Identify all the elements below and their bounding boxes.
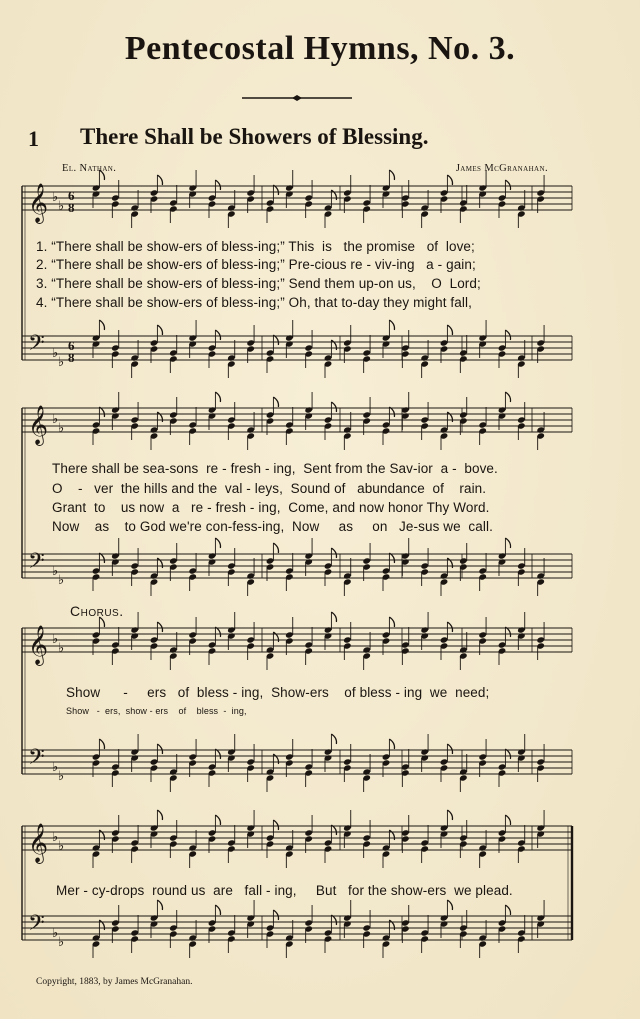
note-flag (447, 175, 452, 185)
note-flag (215, 627, 220, 637)
note-flag (273, 820, 278, 830)
note-flag (447, 744, 452, 754)
music-composer: James McGranahan. (455, 163, 548, 174)
note-flag (215, 330, 220, 340)
note-flag (99, 920, 104, 930)
flat-sign: ♭ (58, 573, 65, 588)
note-flag (331, 402, 336, 412)
note-flag (157, 622, 162, 632)
note-flag (447, 325, 452, 335)
verse-line-7: Grant to us now a re - fresh - ing, Come, and now honor Thy Word. (52, 500, 490, 515)
verse-line-4: 4. “There shall be show-ers of bless-ing;” Oh, that to-day they might fall, (36, 295, 472, 310)
note-flag (447, 558, 452, 568)
note-flag (273, 397, 278, 407)
note-flag (99, 830, 104, 840)
note-flag (215, 180, 220, 190)
flat-sign: ♭ (52, 412, 59, 427)
note-flag (447, 810, 452, 820)
note-flag (157, 412, 162, 422)
note-flag (331, 612, 336, 622)
note-flag (389, 553, 394, 563)
hymn-title: There Shall be Showers of Blessing. (80, 124, 429, 149)
bass-clef: 𝄢 (28, 745, 45, 775)
flat-sign: ♭ (52, 926, 59, 941)
treble-clef: 𝄞 (28, 183, 49, 223)
note-flag (331, 548, 336, 558)
note-flag (157, 558, 162, 568)
note-flag (273, 632, 278, 642)
note-flag (505, 749, 510, 759)
book-title: Pentecostal Hymns, No. 3. (124, 30, 516, 67)
verse-line-6: O - ver the hills and the val - leys, Sound of abundance of rain. (52, 481, 487, 496)
note-flag (157, 744, 162, 754)
note-flag (215, 815, 220, 825)
bass-clef: 𝄢 (28, 911, 45, 941)
note-flag (273, 910, 278, 920)
note-flag (505, 627, 510, 637)
flat-sign: ♭ (52, 632, 59, 647)
hymn-number: 1 (28, 126, 39, 151)
treble-clef: 𝄞 (28, 625, 49, 665)
flat-sign: ♭ (52, 830, 59, 845)
note-flag (157, 325, 162, 335)
note-flag (273, 335, 278, 345)
flat-sign: ♭ (58, 839, 65, 854)
bass-clef: 𝄢 (28, 331, 45, 361)
note-flag (273, 543, 278, 553)
treble-clef: 𝄞 (28, 405, 49, 445)
note-flag (331, 734, 336, 744)
note-flag (389, 170, 394, 180)
note-flag (505, 538, 510, 548)
note-flag (505, 392, 510, 402)
flat-sign: ♭ (58, 199, 65, 214)
flat-sign: ♭ (52, 190, 59, 205)
note-flag (215, 749, 220, 759)
verse-line-2: 2. “There shall be show-ers of bless-ing;” Pre-cious re - viv-ing a - gain; (36, 257, 476, 272)
note-flag (99, 320, 104, 330)
verse-line-5: There shall be sea-sons re - fresh - ing, Sent from the Sav-ior a - bove. (52, 461, 498, 476)
note-flag (389, 920, 394, 930)
verse-line-3: 3. “There shall be show-ers of bless-ing;” Send them up-on us, O Lord; (36, 276, 481, 291)
note-flag (157, 810, 162, 820)
note-flag (505, 330, 510, 340)
verse-line-1: 1. “There shall be show-ers of bless-ing;” This is the promise of love; (36, 239, 475, 254)
chorus-line-2: Mer - cy-drops round us are fall - ing, But for the show-ers we plead. (56, 883, 513, 898)
note-flag (505, 815, 510, 825)
note-flag (215, 538, 220, 548)
flat-sign: ♭ (52, 760, 59, 775)
chorus-line-1-small: Show - ers, show - ers of bless - ing, (66, 706, 247, 716)
time-signature: 6 (68, 188, 75, 203)
treble-clef: 𝄞 (28, 823, 49, 863)
time-signature: 8 (68, 200, 75, 215)
note-flag (99, 739, 104, 749)
words-author: El. Nathan. (62, 163, 117, 174)
flat-sign: ♭ (52, 564, 59, 579)
flat-sign: ♭ (58, 355, 65, 370)
time-signature: 6 (68, 338, 75, 353)
note-flag (99, 407, 104, 417)
note-flag (447, 622, 452, 632)
note-flag (331, 915, 336, 925)
copyright-notice: Copyright, 1883, by James McGranahan. (36, 977, 193, 987)
flat-sign: ♭ (58, 769, 65, 784)
chorus-line-1: Show - ers of bless - ing, Show-ers of bless - ing we need; (66, 685, 490, 700)
bass-clef: 𝄢 (28, 549, 45, 579)
flat-sign: ♭ (58, 421, 65, 436)
chorus-label: Chorus. (70, 603, 124, 619)
note-flag (389, 320, 394, 330)
flat-sign: ♭ (58, 935, 65, 950)
note-flag (273, 754, 278, 764)
time-signature: 8 (68, 350, 75, 365)
note-flag (331, 190, 336, 200)
note-flag (447, 412, 452, 422)
note-flag (99, 553, 104, 563)
flat-sign: ♭ (52, 346, 59, 361)
note-flag (389, 407, 394, 417)
verse-line-8: Now as to God we're con-fess-ing, Now as on Je-sus we call. (52, 519, 493, 534)
note-flag (505, 905, 510, 915)
note-flag (331, 340, 336, 350)
note-flag (157, 175, 162, 185)
note-flag (215, 905, 220, 915)
note-flag (273, 185, 278, 195)
note-flag (389, 617, 394, 627)
note-flag (389, 830, 394, 840)
note-flag (99, 170, 104, 180)
note-flag (505, 180, 510, 190)
note-flag (447, 900, 452, 910)
note-flag (215, 392, 220, 402)
note-flag (331, 825, 336, 835)
note-flag (389, 739, 394, 749)
flat-sign: ♭ (58, 641, 65, 656)
note-flag (157, 900, 162, 910)
